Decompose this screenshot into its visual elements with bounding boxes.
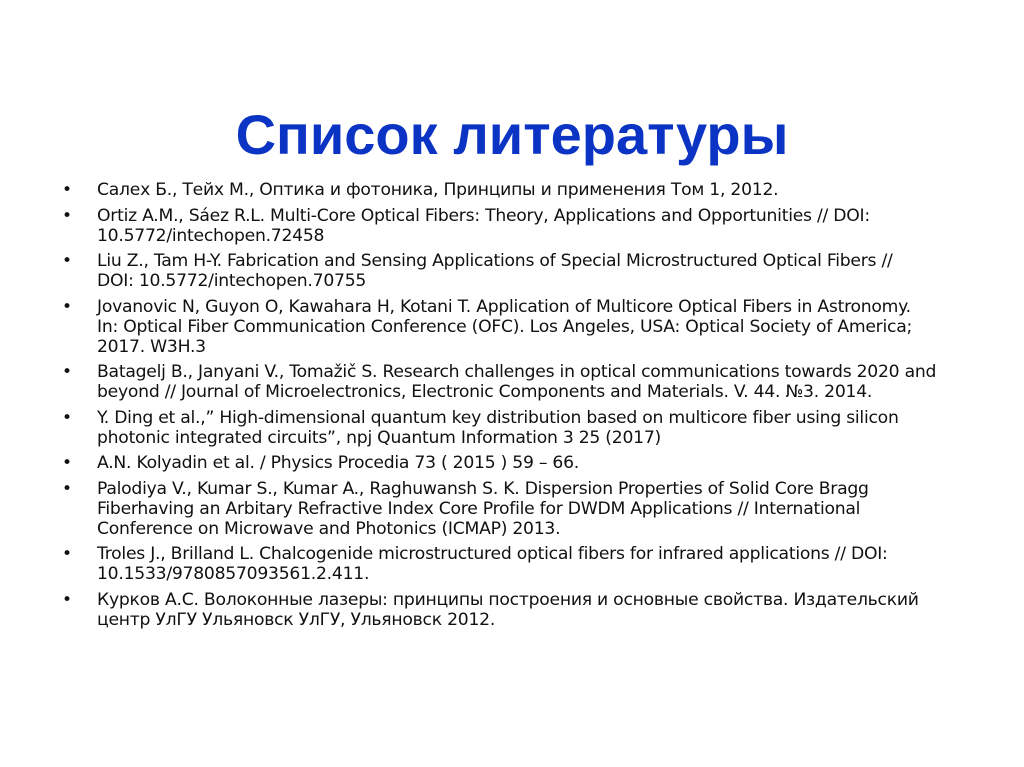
reference-item bbox=[62, 251, 982, 291]
bullet-icon: • bbox=[62, 362, 72, 382]
reference-text: 10.1533/9780857093561.2.411. bbox=[97, 564, 370, 584]
reference-text: Conference on Microwave and Photonics (ICMAP) 2013. bbox=[97, 518, 561, 539]
bullet-icon: • bbox=[62, 544, 72, 564]
bullet-icon: • bbox=[62, 180, 72, 200]
reference-text: Batagelj B., Janyani V., Tomažič S. Research challenges in optical communications towards 2020 and bbox=[97, 362, 937, 382]
bullet-icon: • bbox=[62, 205, 72, 226]
bullet-icon: • bbox=[62, 478, 72, 499]
reference-item bbox=[62, 408, 982, 448]
reference-text: Fiberhaving an Arbitary Refractive Index Core Profile for DWDM Applications // International bbox=[97, 498, 861, 519]
reference-item bbox=[62, 297, 982, 357]
bullet-icon: • bbox=[62, 407, 72, 428]
reference-item bbox=[62, 206, 982, 246]
slide-title: Список литературы bbox=[235, 102, 789, 166]
reference-text: photonic integrated circuits”, npj Quantum Information 3 25 (2017) bbox=[97, 427, 661, 448]
reference-text: Jovanovic N, Guyon O, Kawahara H, Kotani T. Application of Multicore Optical Fibers in Astronomy. bbox=[97, 296, 911, 317]
reference-item bbox=[62, 180, 982, 200]
reference-item bbox=[62, 453, 982, 473]
bullet-icon: • bbox=[62, 453, 72, 473]
bullet-icon: • bbox=[62, 589, 72, 610]
reference-text: Palodiya V., Kumar S., Kumar A., Raghuwansh S. K. Dispersion Properties of Solid Core Bragg bbox=[97, 478, 869, 499]
reference-item bbox=[62, 362, 982, 402]
reference-text: 2017. W3H.3 bbox=[97, 336, 206, 357]
bullet-icon: • bbox=[62, 251, 72, 271]
reference-item bbox=[62, 544, 982, 584]
reference-text: A.N. Kolyadin et al. / Physics Procedia 73 ( 2015 ) 59 – 66. bbox=[97, 453, 580, 473]
reference-text: Y. Ding et al.,” High-dimensional quantum key distribution based on multicore fiber using silicon bbox=[97, 407, 899, 428]
reference-text: 10.5772/intechopen.72458 bbox=[97, 225, 325, 246]
reference-text: In: Optical Fiber Communication Conference (OFC). Los Angeles, USA: Optical Society of America; bbox=[97, 316, 913, 337]
reference-item bbox=[62, 479, 982, 539]
reference-text: Ortiz A.M., Sáez R.L. Multi-Core Optical Fibers: Theory, Applications and Opportunities // DOI: bbox=[97, 205, 870, 226]
reference-text: Курков А.С. Волоконные лазеры: принципы построения и основные свойства. Издательский bbox=[97, 589, 919, 610]
reference-text: центр УлГУ Ульяновск УлГУ, Ульяновск 2012. bbox=[97, 609, 496, 630]
reference-list bbox=[62, 180, 982, 635]
reference-text: beyond // Journal of Microelectronics, Electronic Components and Materials. V. 44. №3. 2014. bbox=[97, 382, 873, 402]
reference-text: Салех Б., Тейх М., Оптика и фотоника, Принципы и применения Том 1, 2012. bbox=[97, 180, 779, 200]
reference-text: Troles J., Brilland L. Chalcogenide microstructured optical fibers for infrared applications // DOI: bbox=[97, 544, 888, 564]
bullet-icon: • bbox=[62, 296, 72, 317]
reference-item bbox=[62, 590, 982, 630]
reference-text: Liu Z., Tam H-Y. Fabrication and Sensing Applications of Special Microstructured Optical Fibers // bbox=[97, 251, 893, 271]
reference-text: DOI: 10.5772/intechopen.70755 bbox=[97, 271, 367, 291]
